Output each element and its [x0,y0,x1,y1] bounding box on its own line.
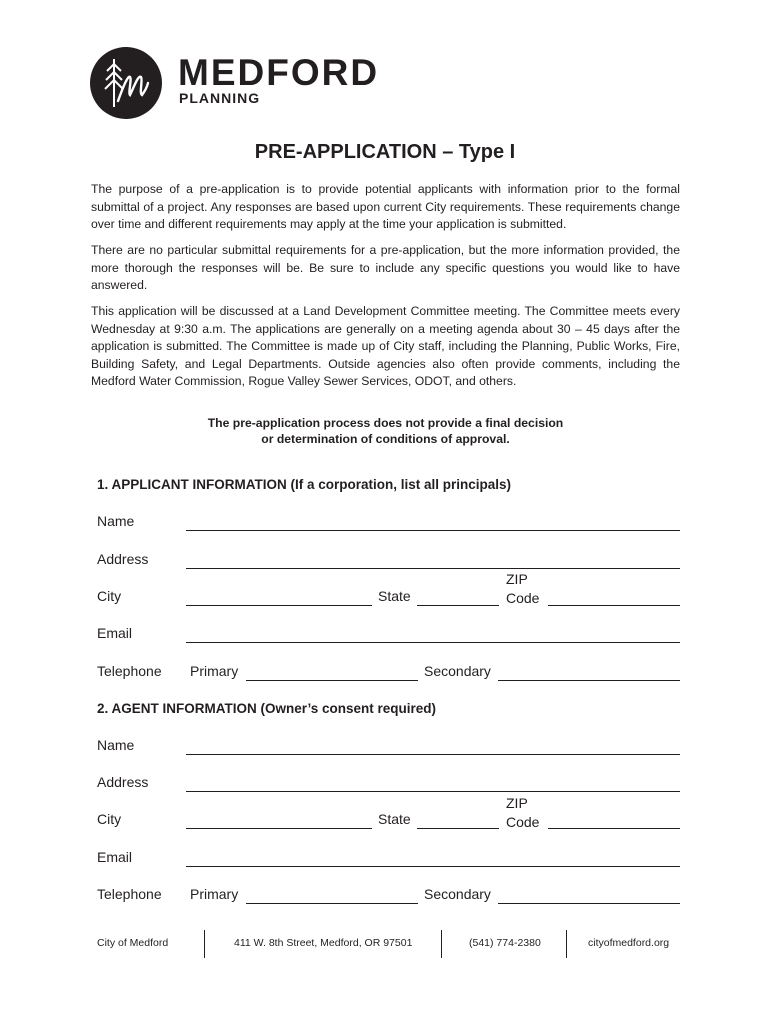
applicant-email-label: Email [97,625,133,641]
applicant-secondary-phone-field[interactable] [498,680,680,681]
footer-website-link[interactable]: cityofmedford.org [588,937,670,949]
agent-city-label: City [97,811,122,827]
applicant-telephone-label: Telephone [97,663,162,679]
agent-name-field[interactable] [186,754,680,755]
intro-paragraph-requirements: There are no particular submittal requirements for a pre-application, but the more information provided, the more thorough the responses will be. Be sure to include any specific questions you would like to have answered. [91,243,680,293]
agent-primary-phone-field[interactable] [246,903,418,904]
applicant-primary-label: Primary [190,663,239,679]
applicant-zip-label-top: ZIP [506,571,528,587]
applicant-city-label: City [97,588,122,604]
section-heading-applicant: 1. APPLICANT INFORMATION (If a corporation, list all principals) [97,477,512,492]
footer-org: City of Medford [97,937,169,949]
applicant-name-field[interactable] [186,530,680,531]
footer-divider [204,930,205,958]
agent-email-field[interactable] [186,866,680,867]
applicant-city-field[interactable] [186,605,372,606]
applicant-state-field[interactable] [417,605,499,606]
medford-logo-icon [90,47,162,119]
applicant-zip-field[interactable] [548,605,680,606]
disclaimer-line-2: or determination of conditions of approval. [261,432,510,446]
footer-divider [441,930,442,958]
agent-secondary-phone-field[interactable] [498,903,680,904]
footer-address: 411 W. 8th Street, Medford, OR 97501 [234,937,413,949]
applicant-email-field[interactable] [186,642,680,643]
footer-phone: (541) 774-2380 [469,937,541,949]
logo-subtitle: PLANNING [179,90,261,106]
agent-secondary-label: Secondary [424,886,491,902]
agent-state-field[interactable] [417,828,499,829]
agent-zip-label-bottom: Code [506,814,540,830]
applicant-name-label: Name [97,513,135,529]
applicant-secondary-label: Secondary [424,663,491,679]
applicant-address-label: Address [97,551,149,567]
logo-wordmark: MEDFORD [178,52,380,93]
applicant-state-label: State [378,588,411,604]
agent-city-field[interactable] [186,828,372,829]
applicant-address-field[interactable] [186,568,680,569]
section-heading-agent: 2. AGENT INFORMATION (Owner’s consent required) [97,701,437,716]
agent-primary-label: Primary [190,886,239,902]
disclaimer-line-1: The pre-application process does not provide a final decision [207,416,564,430]
intro-paragraph-purpose: The purpose of a pre-application is to provide potential applicants with information prior to the formal submittal of a project. Any responses are based upon current City requirements. These requirements change over time and different requirements may apply at the time your application is submitted. [91,182,680,232]
intro-paragraph-committee: This application will be discussed at a Land Development Committee meeting. The Committee meets every Wednesday at 9:30 a.m. The applications are generally on a meeting agenda about 30 – 45 days after the application is submitted. The Committee is made up of City staff, including the Planning, Public Works, Fire, Building Safety, and Legal Departments. Outside agencies also often provide comments, including the Medford Water Commission, Rogue Valley Sewer Services, ODOT, and others. [91,304,680,389]
agent-zip-field[interactable] [548,828,680,829]
agent-address-label: Address [97,774,149,790]
agent-email-label: Email [97,849,133,865]
agent-address-field[interactable] [186,791,680,792]
page-title: PRE-APPLICATION – Type I [254,141,516,163]
footer-divider [566,930,567,958]
agent-telephone-label: Telephone [97,886,162,902]
agent-zip-label-top: ZIP [506,795,528,811]
agent-name-label: Name [97,737,135,753]
agent-state-label: State [378,811,411,827]
disclaimer-note [91,415,680,447]
applicant-zip-label-bottom: Code [506,590,540,606]
applicant-primary-phone-field[interactable] [246,680,418,681]
